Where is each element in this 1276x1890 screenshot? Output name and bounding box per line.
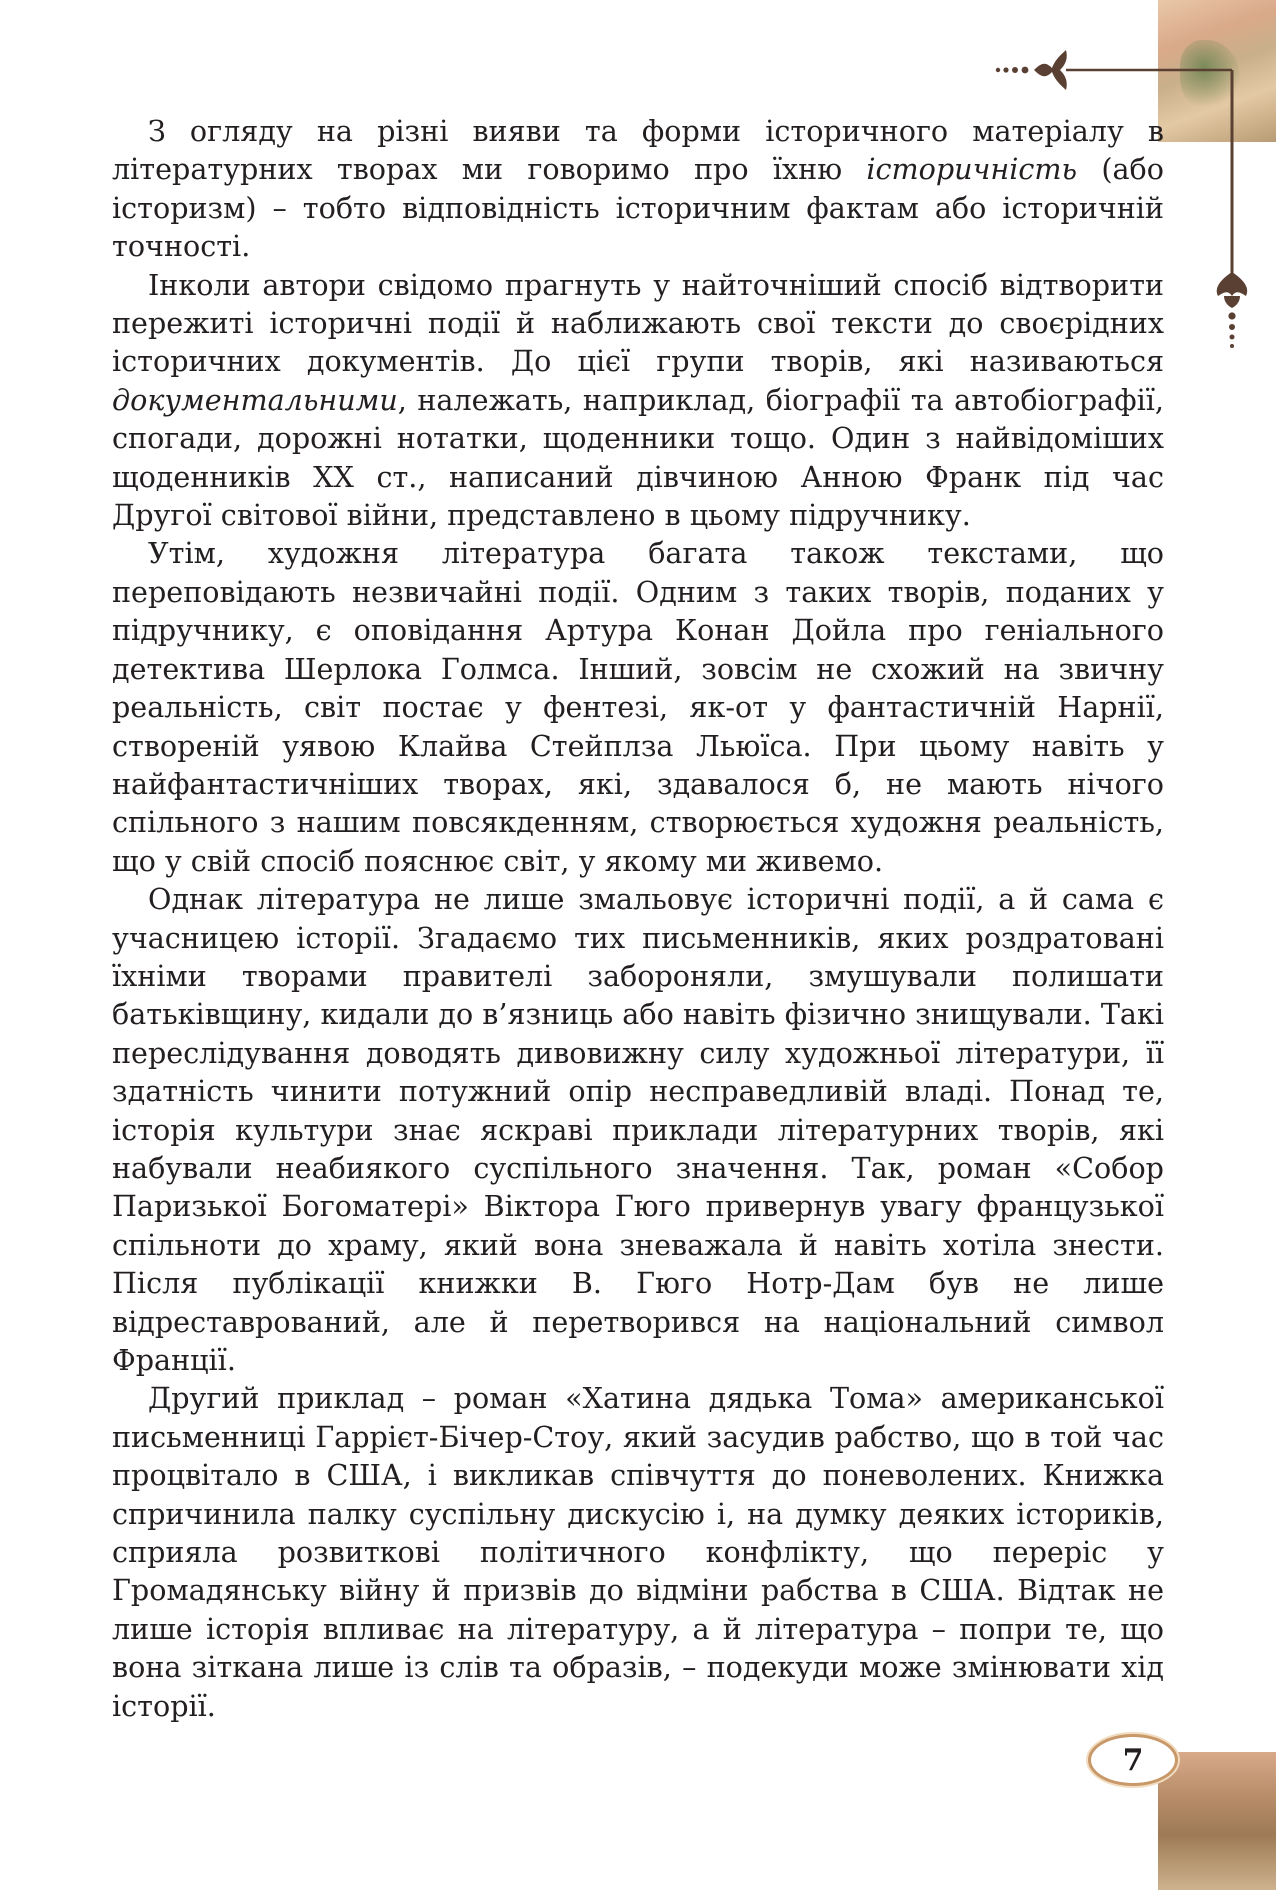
page-number: 7 <box>1088 1734 1178 1786</box>
term-historicity: історичність <box>866 152 1078 187</box>
paragraph-2: Інколи автори свідомо прагнуть у найточніший спосіб відтворити пережиті історичні події й наближають свої тексти до своєрідних історичних документів. До цієї групи творів, які називаються документальними, належать, наприклад, біографії та автобіографії, спогади, дорожні нотатки, щоденники тощо. Один з найвідоміших щоденників XX ст., написаний дівчиною Анною Франк під час Другої світової війни, представлено в цьому підручнику. <box>112 267 1164 533</box>
paragraph-4: Однак література не лише змальовує історичні події, а й сама є учасницею історії. Згадаємо тих письменників, яких роздратовані їхніми творами правителі забороняли, змушували полишати батьківщину, кидали до в’язниць або навіть фізично знищували. Такі переслідування доводять дивовижну силу художньої літератури, її здатність чинити потужний опір несправедливій владі. Понад те, історія культури знає яскраві приклади літературних творів, які набували неабиякого суспільного значення. Так, роман «Собор Паризької Богоматері» Віктора Гюго привернув увагу французької спільноти до храму, який вона зневажала й навіть хотіла знести. Після публікації книжки В. Гюго Нотр-Дам був не лише відреставрований, але й перетворився на національний символ Франції. <box>112 882 1164 1377</box>
paragraph-1: З огляду на різні вияви та форми історичного матеріалу в літературних творах ми говоримо про їхню історичність (або історизм) – тобто відповідність історичним фактам або історичній точності. <box>112 114 1164 264</box>
main-text <box>112 112 1164 1725</box>
term-documentary: документальними <box>112 382 398 417</box>
paragraph-5: Другий приклад – роман «Хатина дядька Тома» американської письменниці Гаррієт-Бічер-Стоу, який засудив рабство, що в той час процвітало в США, і викликав співчуття до поневолених. Книжка спричинила палку суспільну дискусію і, на думку деяких істориків, сприяла розвиткові політичного конфлікту, що переріс у Громадянську війну й призвів до відміни рабства в США. Відтак не лише історія впливає на літературу, а й література – попри те, що вона зіткана лише із слів та образів, – подекуди може змінювати хід історії. <box>112 1381 1164 1723</box>
paragraph-3: Утім, художня література багата також текстами, що переповідають незвичайні події. Одним з таких творів, поданих у підручнику, є оповідання Артура Конан Дойла про геніального детектива Шерлока Голмса. Інший, зовсім не схожий на звичну реальність, світ постає у фентезі, як-от у фантастичній Нарнії, створеній уявою Клайва Стейплза Льюїса. При цьому навіть у найфантастичніших творах, які, здавалося б, не мають нічого спільного з нашим повсякденням, створюється художня реальність, що у свій спосіб пояснює світ, у якому ми живемо. <box>112 536 1164 878</box>
bottom-decorative-strip <box>1158 1752 1276 1890</box>
